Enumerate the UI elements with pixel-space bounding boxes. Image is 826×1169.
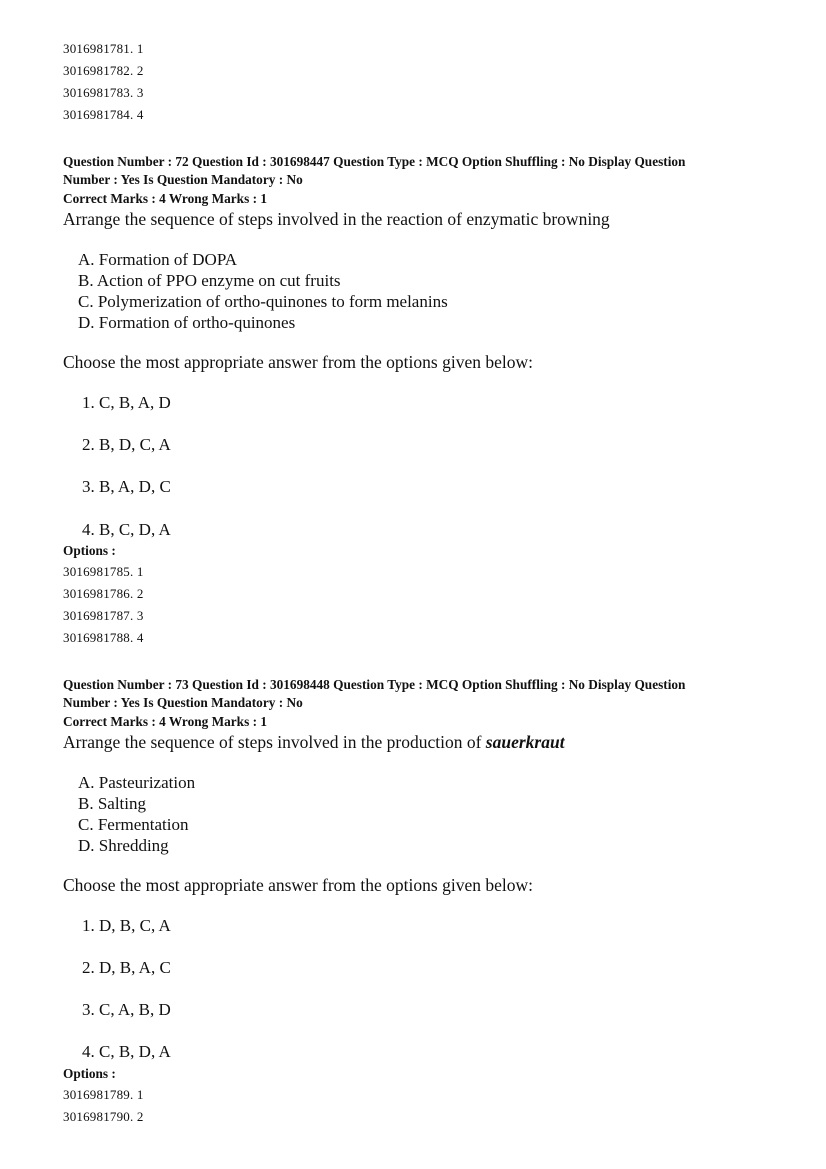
option-line: 3016981785. 1: [63, 564, 144, 579]
question-meta-line1: Question Number : 72 Question Id : 301698447 Question Type : MCQ Option Shuffling : No Display Question: [63, 154, 686, 169]
answer-choice: 2. B, D, C, A: [82, 435, 171, 454]
sequence-item: A. Pasteurization: [78, 773, 196, 792]
option-line: 3016981784. 4: [63, 107, 144, 122]
answer-choice: 4. C, B, D, A: [82, 1042, 171, 1061]
sequence-item: D. Formation of ortho-quinones: [78, 313, 296, 332]
answer-choice: 3. C, A, B, D: [82, 1000, 171, 1019]
sequence-item: A. Formation of DOPA: [78, 250, 237, 269]
emphasized-term: sauerkraut: [485, 732, 565, 752]
option-line: 3016981786. 2: [63, 586, 144, 601]
answer-choice: 2. D, B, A, C: [82, 958, 171, 977]
option-line: 3016981787. 3: [63, 608, 144, 623]
sequence-item: B. Action of PPO enzyme on cut fruits: [78, 271, 341, 290]
choose-instruction: Choose the most appropriate answer from the options given below:: [63, 875, 533, 895]
choose-instruction: Choose the most appropriate answer from the options given below:: [63, 352, 533, 372]
option-line: 3016981790. 2: [63, 1109, 144, 1124]
option-line: 3016981789. 1: [63, 1087, 144, 1102]
options-label: Options :: [63, 1066, 116, 1081]
answer-choice: 1. C, B, A, D: [82, 393, 171, 412]
option-line: 3016981781. 1: [63, 41, 144, 56]
sequence-item: C. Polymerization of ortho-quinones to form melanins: [78, 292, 448, 311]
options-label: Options :: [63, 543, 116, 558]
sequence-item: C. Fermentation: [78, 815, 189, 834]
option-line: 3016981783. 3: [63, 85, 144, 100]
answer-choice: 3. B, A, D, C: [82, 477, 171, 496]
question-meta-line1: Question Number : 73 Question Id : 301698448 Question Type : MCQ Option Shuffling : No Display Question: [63, 677, 686, 692]
question-text: Arrange the sequence of steps involved in the reaction of enzymatic browning: [63, 209, 610, 229]
question-meta-line2: Number : Yes Is Question Mandatory : No: [63, 172, 303, 187]
sequence-item: D. Shredding: [78, 836, 169, 855]
option-line: 3016981788. 4: [63, 630, 144, 645]
question-text: Arrange the sequence of steps involved in the production of sauerkraut: [63, 732, 565, 752]
answer-choice: 4. B, C, D, A: [82, 520, 171, 539]
question-meta-line2: Number : Yes Is Question Mandatory : No: [63, 695, 303, 710]
option-line: 3016981782. 2: [63, 63, 144, 78]
answer-choice: 1. D, B, C, A: [82, 916, 171, 935]
marks-line: Correct Marks : 4 Wrong Marks : 1: [63, 191, 267, 206]
marks-line: Correct Marks : 4 Wrong Marks : 1: [63, 714, 267, 729]
sequence-item: B. Salting: [78, 794, 147, 813]
